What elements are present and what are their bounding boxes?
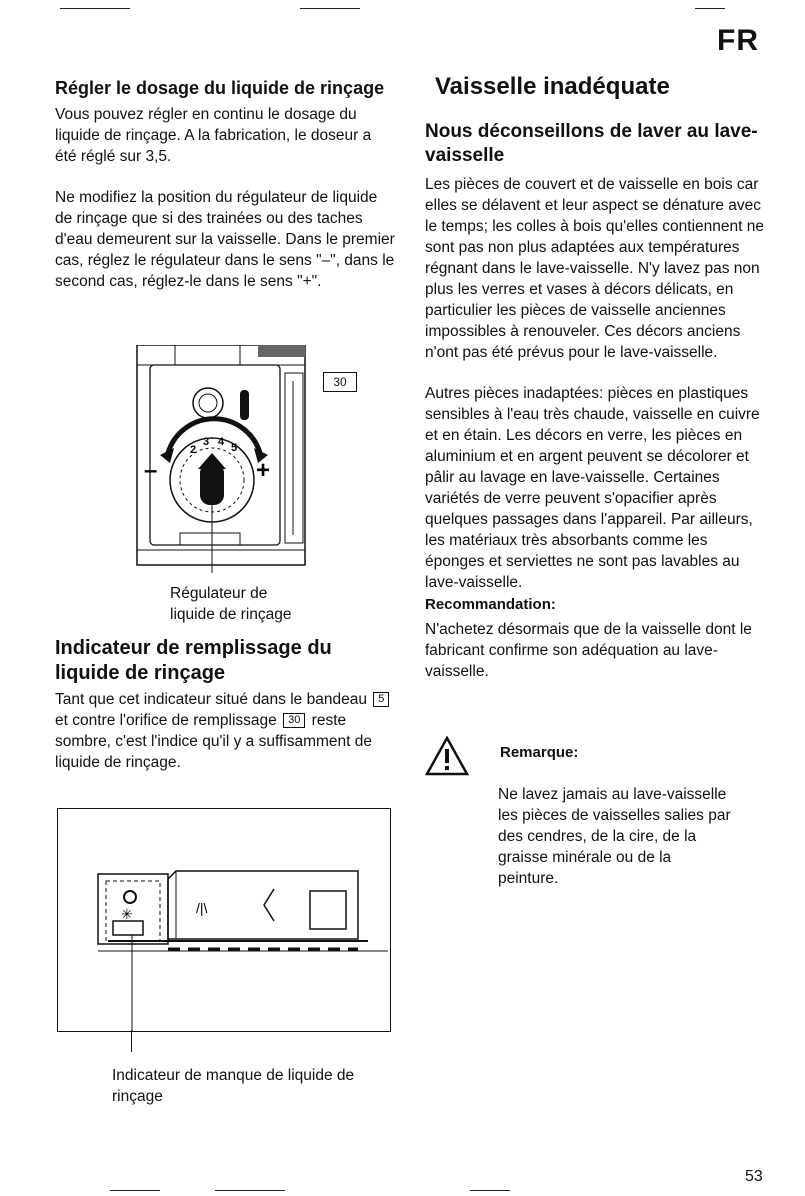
svg-text:/|\: /|\: [196, 900, 208, 916]
fill-indicator-figure: [57, 808, 391, 1032]
bottom-scan-mark: [110, 1190, 160, 1191]
page-number: 53: [745, 1168, 763, 1185]
recommendation-heading: Recommandation:: [425, 596, 556, 613]
section-heading-fill-indicator: Indicateur de remplissage du liquide de rinçage: [55, 637, 332, 684]
caption-line: Régulateur de: [170, 585, 268, 602]
section-heading-not-recommended: Nous déconseillons de laver au lave-vaisselle: [425, 121, 758, 166]
caption-line: Indicateur de manque de liquide de: [112, 1067, 355, 1084]
warning-icon: [425, 736, 469, 781]
ref-box: 30: [283, 713, 305, 728]
figure-ref-number: 30: [333, 375, 347, 389]
bottom-scan-mark: [215, 1190, 285, 1191]
note-text: Ne lavez jamais au lave-vaisselle les pièces de vaisselles salies par des cendres, de la cire, de la graisse minérale ou de la peinture.: [498, 786, 731, 887]
note-heading: Remarque:: [500, 744, 579, 761]
top-scan-mark: [60, 8, 130, 9]
bottom-scan-mark: [470, 1190, 510, 1191]
paragraph: Les pièces de couvert et de vaisselle en bois car elles se délavent et leur aspect se dénature avec le temps; les colles à bois qu'elles contiennent ne sont pas non plus adaptées aux températures régnant dans le lave-vaisselle. N'y lavez pas non plus les verres et vases à décors délicats, en particulier les pièces de vaisselle anciennes impossibles à renouveler. Ces décors anciens n'ont pas été prévus pour le lave-vaisselle.: [425, 176, 764, 361]
dial-number: 3: [203, 436, 210, 448]
language-tag: FR: [717, 24, 759, 57]
note-block: [498, 784, 733, 889]
dial-number: 4: [218, 436, 225, 448]
recommendation-text: N'achetez désormais que de la vaisselle dont le fabricant confirme son adéquation au lave-vaisselle.: [425, 621, 752, 680]
right-column: [425, 72, 765, 682]
ref-box: 5: [373, 692, 389, 707]
paragraph: Autres pièces inadaptées: pièces en plastiques sensibles à l'eau très chaude, vaisselle en cuivre et en étain. Les décors en verre, les pièces en aluminium et en argent peuvent se décolorer et pâlir au lavage en lave-vaisselle. Certaines variétés de verre peuvent s'opacifier après quelques passages dans l'appareil. Par ailleurs, les matériaux très absorbants comme les éponges et serviettes ne sont pas lavables au lave-vaisselle.: [425, 385, 760, 591]
regulator-caption: [170, 583, 292, 625]
caption-line: liquide de rinçage: [170, 606, 292, 623]
top-scan-mark: [695, 8, 725, 9]
left-column: [55, 76, 395, 292]
indicator-caption: [112, 1065, 402, 1107]
figure-leader-line: [131, 1030, 132, 1052]
caption-line: rinçage: [112, 1088, 163, 1105]
text-fragment: Tant que cet indicateur situé dans le bandeau: [55, 691, 367, 708]
top-scan-mark: [300, 8, 360, 9]
text-fragment: reste sombre, c'est l'indice qu'il y a suffisamment de liquide de rinçage.: [55, 712, 373, 771]
left-section-2: [55, 636, 400, 773]
svg-text:✳: ✳: [121, 906, 133, 922]
plus-sign: +: [256, 457, 271, 484]
fill-indicator-illustration: [58, 809, 390, 1031]
paragraph: Ne modifiez la position du régulateur de liquide de rinçage que si des trainées ou des taches d'eau demeurent sur la vaisselle. Dans le premier cas, réglez le régulateur dans le sens "–", dans le second cas, réglez-le dans le sens "+".: [55, 189, 395, 290]
figure-ref-box: [323, 372, 357, 392]
minus-sign: –: [144, 457, 158, 484]
dial-number: 5: [231, 442, 238, 454]
paragraph: Vous pouvez régler en continu le dosage du liquide de rinçage. A la fabrication, le doseur a été réglé sur 3,5.: [55, 106, 372, 165]
paragraph: [55, 689, 400, 773]
text-fragment: et contre l'orifice de remplissage: [55, 712, 277, 729]
page-title: Vaisselle inadéquate: [435, 73, 670, 100]
dial-number: 2: [190, 444, 197, 456]
section-heading-rinse-dosage: Régler le dosage du liquide de rinçage: [55, 78, 385, 98]
